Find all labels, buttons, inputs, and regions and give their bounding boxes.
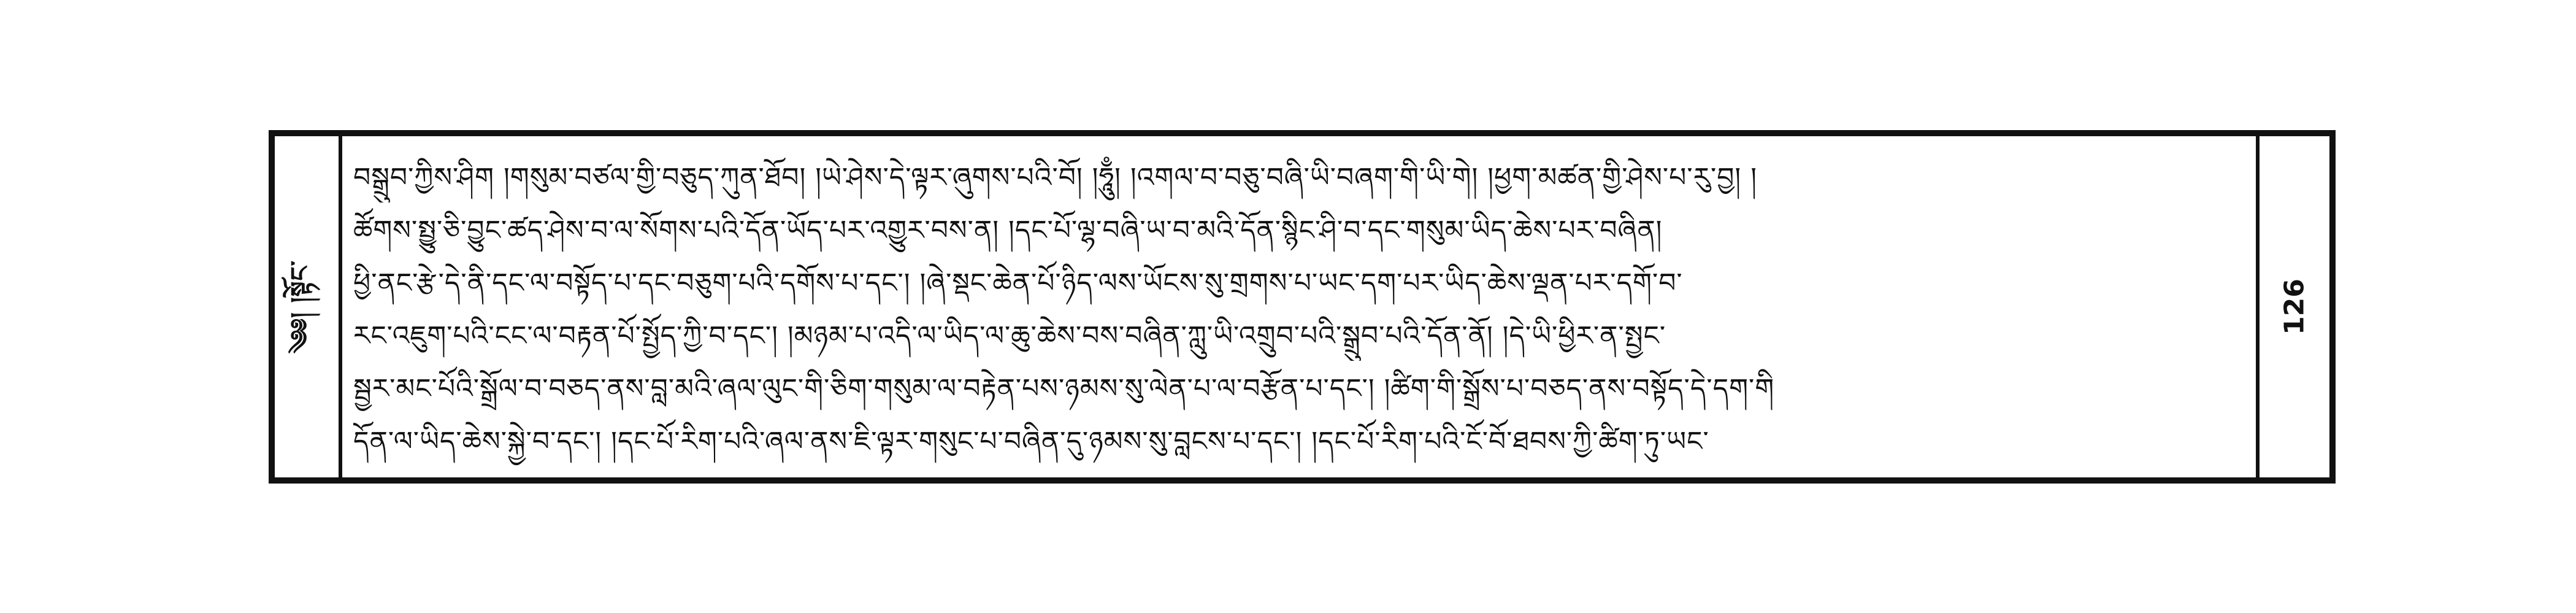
- text-line: རང་འཇུག་པའི་ངང་ལ་བརྟན་པོ་སྤྱོད་ཀྱི་བ་དང་། །མཉམ་པ་འདི་ལ་ཡིད་ལ་ཆུ་ཆེས་བས་བཞིན་ཀླུ་ཡི་འགྲུབ་པའི་སྒྲུབ་པའི་དོན་ནོ། །དེ་ཡི་ཕྱིར་ན་སྤྱང་: [353, 320, 1666, 352]
- text-line: བསྒྲུབ་ཀྱིས་ཤིག །གསུམ་བཙལ་གྱི་བཅུད་ཀུན་ཐོབ། །ཡེ་ཤེས་དེ་ལྟར་ཞུགས་པའི་བོ། །ཧཱུྃ། །འགལ་བ་བཅུ་བཞི་ཡི་བཞག་གི་ཡི་གེ། །ཕྱག་མཚན་གྱི་ཤེས་པ་རུ་བྱ། །: [353, 162, 1757, 193]
- right-margin: [2256, 136, 2329, 477]
- page-frame: [269, 130, 2336, 484]
- text-line: དོན་ལ་ཡིད་ཆེས་སྐྱེ་བ་དང་། །དང་པོ་རིག་པའི་ཞལ་ནས་ཇི་ལྟར་གསུང་པ་བཞིན་དུ་ཉམས་སུ་བླངས་པ་དང་། །དང་པོ་རིག་པའི་ངོ་བོ་ཐབས་ཀྱི་ཚིག་ཏུ་ཡང་: [353, 426, 1709, 457]
- left-margin: [275, 136, 342, 477]
- page-number: 126: [2279, 279, 2310, 335]
- text-line: ཚོགས་སྤྱུ་ཅི་བྱུང་ཚད་ཤེས་བ་ལ་སོགས་པའི་དོན་ཡོད་པར་འགྱུར་བས་ན། །དང་པོ་ལྷ་བཞི་ཡ་བ་མའི་དོན་སྙིང་ཤི་བ་དང་གསུམ་ཡིད་ཆེས་པར་བཞིན།: [353, 215, 1663, 246]
- left-margin-label: ༄༅། །སྟོང་: [285, 260, 315, 354]
- text-line: ཕྱི་ནང་རྩེ་དེ་ནི་དང་ལ་བསྟོད་པ་དང་བཅུག་པའི་དགོས་པ་དང་། །ཞེ་སྡང་ཆེན་པོ་ཉིད་ལས་ཡོངས་སུ་གྲགས་པ་ཡང་དག་པར་ཡིད་ཆེས་ལྡན་པར་དགོ་བ་: [353, 268, 1683, 299]
- text-area: [348, 153, 2250, 460]
- text-line: སྦྱར་མང་པོའི་སྒྲོལ་བ་བཅད་ནས་བླ་མའི་ཞལ་ལུང་གི་ཅིག་གསུམ་ལ་བརྟེན་པས་ཉམས་སུ་ལེན་པ་ལ་བརྩོན་པ་དང་། །ཚིག་གི་སྒྲོས་པ་བཅད་ནས་བསྟོད་དེ་དག་གི: [353, 373, 1775, 404]
